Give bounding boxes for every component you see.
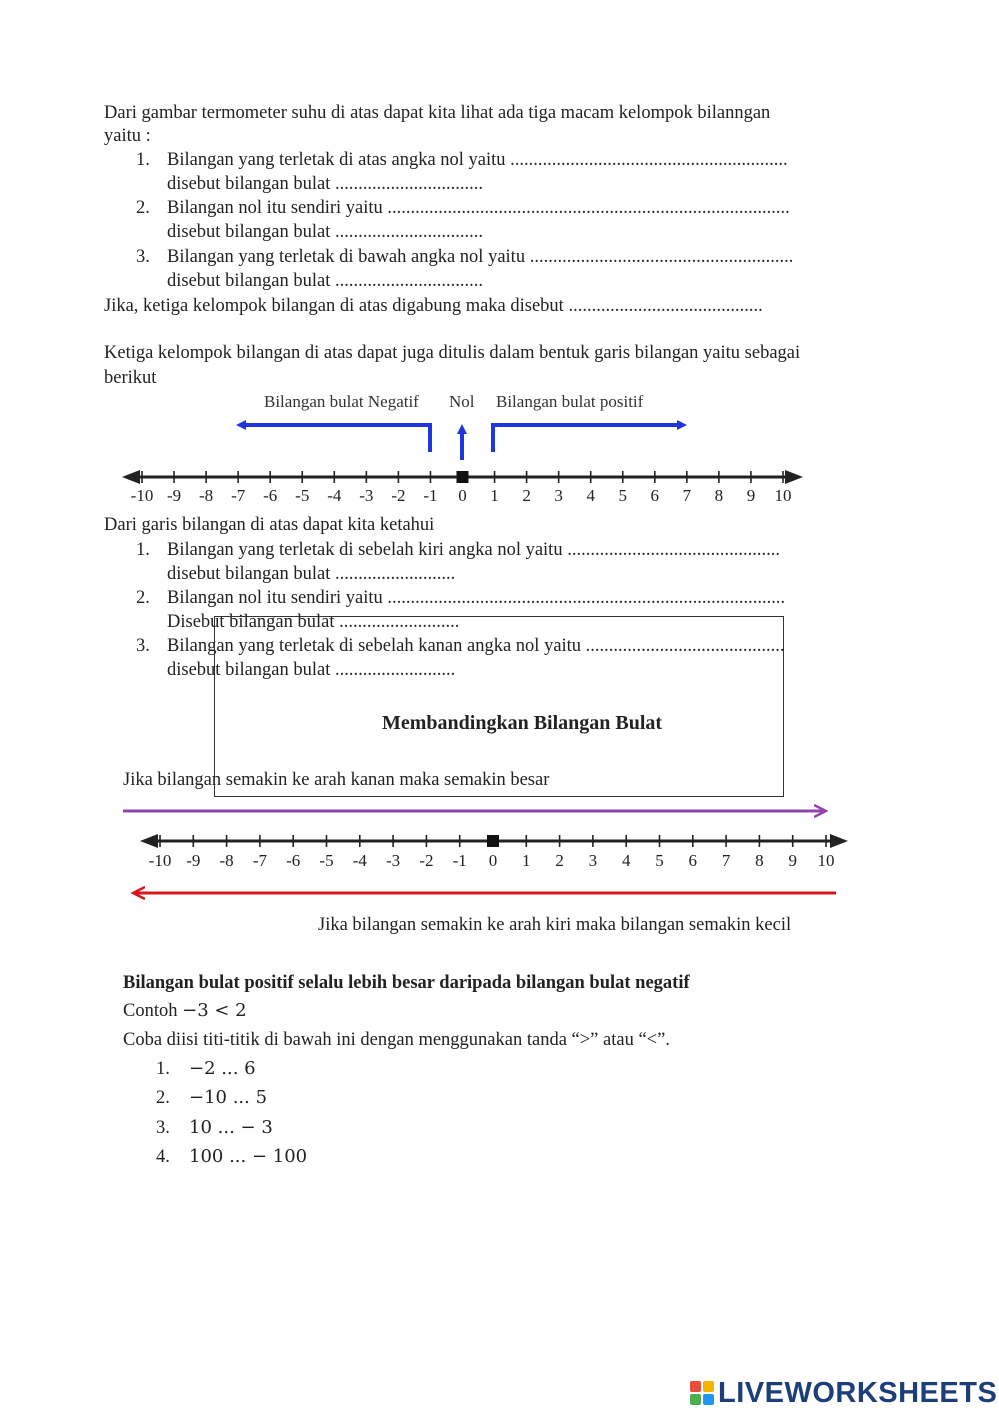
conclusion-item-text: Bilangan yang terletak di sebelah kiri angka nol yaitu ..............................................: [167, 540, 780, 560]
rule-statement: Bilangan bulat positif selalu lebih besar daripada bilangan bulat negatif: [123, 973, 690, 993]
tick-label: -7: [252, 851, 267, 870]
example-expression: −3 < 2: [182, 1000, 247, 1021]
exercise-number: 2.: [156, 1088, 170, 1108]
tick-label: 6: [688, 851, 698, 870]
tick-label: 2: [522, 486, 531, 505]
tick-label: 0: [458, 486, 467, 505]
intro-line-2: yaitu :: [104, 126, 151, 146]
tick-label: 4: [621, 851, 631, 870]
exercise-expression[interactable]: 100 ... − 100: [189, 1146, 308, 1167]
intro-item-text: Bilangan nol itu sendiri yaitu .......................................................................................: [167, 198, 790, 218]
exercise-expression[interactable]: −2 ... 6: [189, 1058, 256, 1079]
intro-line-1: Dari gambar termometer suhu di atas dapat kita lihat ada tiga macam kelompok bilanngan: [104, 103, 771, 123]
logo-mark-icon: [690, 1381, 714, 1405]
tick-label: 8: [755, 851, 764, 870]
conclusion-item-number: 2.: [136, 588, 150, 608]
tick-label: -5: [319, 851, 334, 870]
exercise-expression[interactable]: −10 ... 5: [189, 1087, 268, 1108]
zero-marker: [487, 835, 499, 847]
compare-diagram: [0, 795, 999, 905]
right-arrowhead-icon: [830, 834, 848, 848]
left-arrowhead-icon: [122, 470, 140, 484]
tick-label: 10: [817, 851, 835, 870]
tick-label: 10: [774, 486, 792, 505]
tick-label: 5: [655, 851, 664, 870]
number-line-diagram: [0, 380, 999, 510]
tick-label: -6: [263, 486, 278, 505]
tick-label: -9: [166, 486, 182, 505]
exercise-number: 3.: [156, 1118, 170, 1138]
intro-item-text: Bilangan yang terletak di bawah angka nol yaitu .........................................................: [167, 247, 794, 267]
conclusion-item-number: 3.: [136, 636, 150, 656]
tick-label: -6: [286, 851, 301, 870]
example-line: [123, 1000, 247, 1022]
number-line-2: [140, 834, 848, 870]
tick-label: 1: [522, 851, 531, 870]
positive-arrow: [493, 425, 683, 452]
exercise-expression[interactable]: 10 ... − 3: [189, 1117, 273, 1138]
intro-item-sub: disebut bilangan bulat ................................: [167, 174, 484, 194]
numberline-intro-line-2: berikut: [104, 368, 157, 388]
intro-summary: Jika, ketiga kelompok bilangan di atas digabung maka disebut ..........................................: [104, 296, 763, 316]
left-arrowhead-icon: [140, 834, 158, 848]
tick-label: -8: [199, 486, 214, 505]
conclusion-item-text: Bilangan yang terletak di sebelah kanan angka nol yaitu ...........................................: [167, 636, 785, 656]
tick-label: 6: [650, 486, 660, 505]
label-zero: Nol: [449, 392, 475, 411]
conclusion-heading: Dari garis bilangan di atas dapat kita ketahui: [104, 515, 435, 535]
compare-left-text: Jika bilangan semakin ke arah kiri maka bilangan semakin kecil: [318, 915, 792, 935]
answer-overlay-box[interactable]: [214, 616, 784, 797]
tick-label: -10: [148, 851, 172, 870]
conclusion-item-number: 1.: [136, 540, 150, 560]
tick-label: 9: [788, 851, 797, 870]
tick-label: -2: [391, 486, 406, 505]
exercise-number: 4.: [156, 1147, 170, 1167]
tick-label: 2: [555, 851, 564, 870]
conclusion-item-sub: Disebut bilangan bulat ..........................: [167, 612, 460, 632]
tick-label: -2: [419, 851, 434, 870]
tick-label: 4: [586, 486, 595, 505]
tick-label: -1: [423, 486, 438, 505]
conclusion-item-text: Bilangan nol itu sendiri yaitu ......................................................................................: [167, 588, 786, 608]
tick-label: 3: [554, 486, 563, 505]
tick-label: -1: [452, 851, 467, 870]
tick-label: -9: [186, 851, 201, 870]
instruction: Coba diisi titi-titik di bawah ini dengan menggunakan tanda “>” atau “<”.: [123, 1030, 670, 1050]
tick-label: -3: [386, 851, 401, 870]
negative-arrow: [240, 425, 430, 452]
tick-label: 7: [721, 851, 731, 870]
conclusion-item-sub: disebut bilangan bulat ..........................: [167, 564, 456, 584]
tick-label: -4: [327, 486, 342, 505]
tick-label: -5: [295, 486, 310, 505]
label-positive: Bilangan bulat positif: [496, 392, 644, 411]
tick-label: 1: [490, 486, 499, 505]
intro-item-sub: disebut bilangan bulat ................................: [167, 222, 484, 242]
intro-item-number: 3.: [136, 247, 150, 267]
intro-item-text: Bilangan yang terletak di atas angka nol yaitu ............................................................: [167, 150, 788, 170]
compare-title: Membandingkan Bilangan Bulat: [382, 712, 663, 734]
tick-label: -3: [359, 486, 374, 505]
liveworksheets-logo[interactable]: [690, 1376, 997, 1410]
tick-label: 9: [746, 486, 756, 505]
label-negative: Bilangan bulat Negatif: [264, 392, 419, 411]
tick-label: 3: [588, 851, 598, 870]
tick-label: 7: [682, 486, 692, 505]
example-label: Contoh: [123, 1001, 178, 1021]
intro-item-sub: disebut bilangan bulat ................................: [167, 271, 484, 291]
compare-right-text: Jika bilangan semakin ke arah kanan maka semakin besar: [123, 770, 550, 790]
tick-label: 0: [488, 851, 498, 870]
number-line-1: [122, 470, 803, 505]
tick-label: -10: [130, 486, 154, 505]
logo-text: LIVEWORKSHEETS: [718, 1376, 998, 1409]
tick-label: -4: [352, 851, 367, 870]
intro-item-number: 2.: [136, 198, 150, 218]
numberline-intro-line-1: Ketiga kelompok bilangan di atas dapat juga ditulis dalam bentuk garis bilangan yaitu sebagai: [104, 343, 801, 363]
tick-label: 5: [618, 486, 627, 505]
conclusion-item-sub: disebut bilangan bulat ..........................: [167, 660, 456, 680]
tick-label: 8: [714, 486, 724, 505]
tick-label: -7: [231, 486, 246, 505]
tick-label: -8: [219, 851, 234, 870]
zero-marker: [457, 471, 469, 483]
exercise-number: 1.: [156, 1059, 170, 1079]
intro-item-number: 1.: [136, 150, 150, 170]
right-arrowhead-icon: [785, 470, 803, 484]
